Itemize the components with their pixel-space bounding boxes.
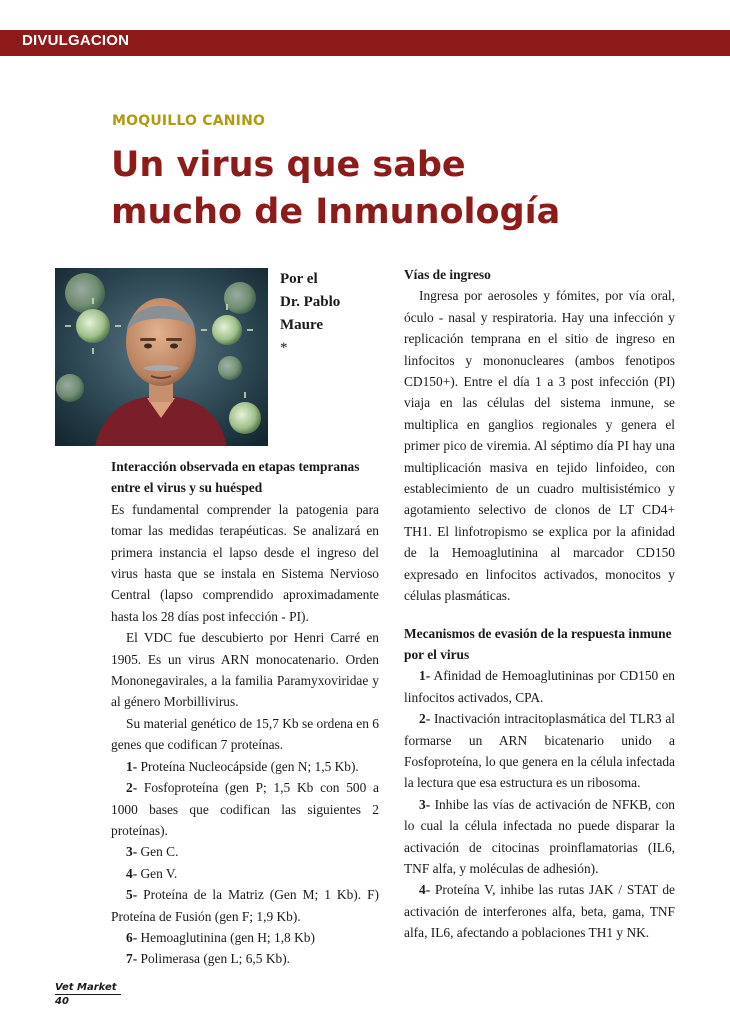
list-item-text: Proteína Nucleocápside (gen N; 1,5 Kb). — [137, 758, 359, 774]
list-item — [404, 879, 675, 943]
list-item-text: Gen V. — [137, 865, 178, 881]
list-item-text: Proteína de la Matriz (Gen M; 1 Kb). F) Proteína de Fusión (gen F; 1,9 Kb). — [111, 887, 379, 924]
list-item — [111, 927, 379, 948]
article-title — [111, 142, 671, 236]
list-item — [404, 794, 675, 880]
section-heading-entry-routes: Vías de ingreso — [404, 267, 491, 282]
list-item-number: 3- — [126, 844, 138, 860]
page-number: 40 — [55, 996, 69, 1007]
magazine-name: Vet Market — [55, 981, 121, 995]
byline-line-1: Por el — [280, 271, 318, 287]
byline-line-3 — [280, 314, 380, 360]
byline-line-2: Dr. Pablo — [280, 294, 341, 310]
list-item-number: 4- — [419, 882, 431, 898]
author-photo — [55, 268, 268, 446]
article-kicker: MOQUILLO CANINO — [112, 113, 266, 129]
section-spacer — [404, 607, 675, 623]
paragraph-pathogenesis: Es fundamental comprender la patogenia para tomar las medidas terapéuticas. Se analizará en primera instancia el lapso desde el ingreso del virus hasta que se instala en Sistema Nervioso Central (lapso comprendido aproximadamente hasta los 28 días post infección - PI). — [111, 501, 379, 624]
author-surname: Maure — [280, 317, 324, 333]
list-item-number: 6- — [126, 929, 138, 945]
list-item — [111, 777, 379, 841]
list-item — [111, 863, 379, 884]
section-label: DIVULGACION — [22, 32, 130, 49]
list-item-text: Polimerasa (gen L; 6,5 Kb). — [137, 951, 290, 967]
title-line-1: Un virus que sabe — [111, 145, 466, 185]
list-item-text: Inactivación intracitoplasmática del TLR3 al formarse un ARN bicatenario unido a Fosfoproteína, lo que genera en la célula infectada la lectura que esa estructura es un ribosoma. — [404, 711, 675, 791]
paragraph-genome: Su material genético de 15,7 Kb se ordena en 6 genes que codifican 7 proteínas. — [111, 715, 379, 753]
list-item — [111, 948, 379, 969]
list-item-number: 1- — [126, 758, 138, 774]
paragraph-entry-routes: Ingresa por aerosoles y fómites, por vía oral, óculo - nasal y respiratoria. Hay una infección y replicación temprana en el sitio de ingreso en linfocitos y mononucleares (ambos fenotipos CD150+). Entre el día 1 a 3 post infección (PI) viaja en las células del sistema inmune, se multiplica en ganglios regionales y genera el primer pico de viremia. Al séptimo día PI hay una multiplicación masiva en tejido linfoideo, con establecimiento de un cuadro multisistémico y agotamiento selectivo de clonos de LT CD4+ TH1. El linfotropismo se explica por la afinidad de la Hemoaglutinina al marcador CD150 expresado en linfocitos activados, monocitos y células plasmáticas. — [404, 288, 675, 604]
list-item-text: Afinidad de Hemoaglutininas por CD150 en linfocitos activados, CPA. — [404, 668, 675, 705]
list-item — [404, 708, 675, 794]
section-heading-evasion: Mecanismos de evasión de la respuesta inmune por el virus — [404, 625, 672, 662]
list-item-text: Proteína V, inhibe las rutas JAK / STAT de activación de interferones alfa, beta, gama, TNF alfa, IL6, afectando a poblaciones TH1 y NK. — [404, 882, 675, 941]
paragraph-discovery: El VDC fue descubierto por Henri Carré en 1905. Es un virus ARN monocatenario. Orden Mononegavirales, a la familia Paramyxoviridae y al género Morbillivirus. — [111, 630, 379, 710]
list-item — [404, 665, 675, 708]
left-column — [111, 456, 379, 970]
title-line-2: mucho de Inmunología — [111, 192, 561, 232]
list-item-number: 5- — [126, 887, 138, 903]
footnote-marker: * — [280, 340, 288, 356]
section-heading-interaction: Interacción observada en etapas tempranas entre el virus y su huésped — [111, 459, 360, 496]
list-item-number: 4- — [126, 865, 138, 881]
page-footer — [55, 981, 121, 1008]
list-item-number: 7- — [126, 951, 138, 967]
author-byline — [280, 268, 380, 360]
list-item-number: 3- — [419, 796, 431, 812]
list-item-text: Inhibe las vías de activación de NFKB, con lo cual la célula infectada no puede disparar la activación de citocinas proinflamatorias (IL6, TNF alfa, y moléculas de adhesión). — [404, 796, 675, 876]
list-item-number: 2- — [419, 711, 431, 727]
list-item-number: 1- — [419, 668, 431, 684]
right-column — [404, 264, 675, 944]
list-item — [111, 841, 379, 862]
list-item-number: 2- — [126, 780, 138, 796]
list-item-text: Hemoaglutinina (gen H; 1,8 Kb) — [137, 929, 315, 945]
list-item-text: Gen C. — [137, 844, 179, 860]
list-item-text: Fosfoproteína (gen P; 1,5 Kb con 500 a 1000 bases que codifican las siguientes 2 proteínas). — [111, 780, 379, 838]
list-item — [111, 756, 379, 777]
list-item — [111, 884, 379, 927]
